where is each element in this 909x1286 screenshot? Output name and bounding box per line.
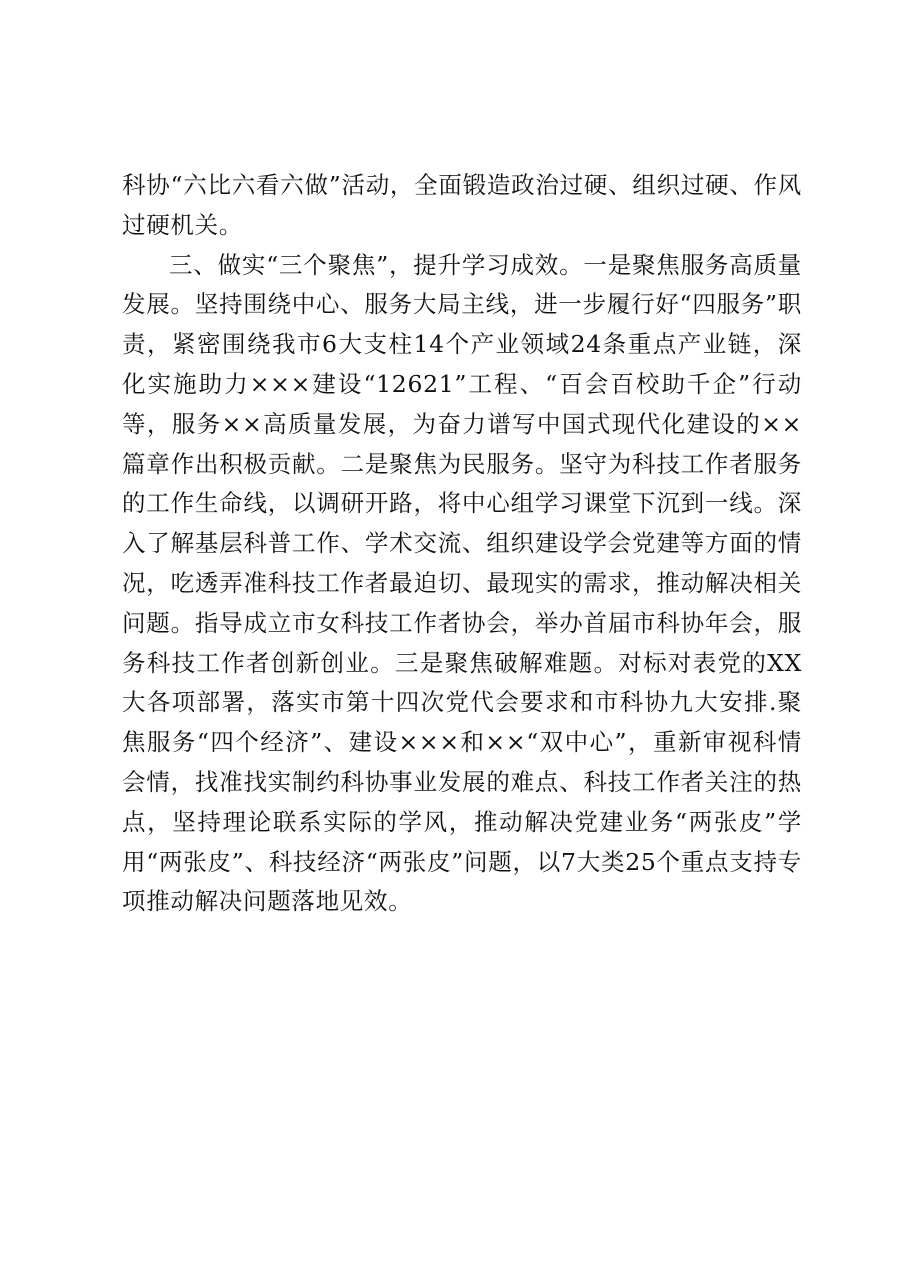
paragraph-continuation: 科协“六比六看六做”活动，全面锻造政治过硬、组织过硬、作风过硬机关。 bbox=[122, 171, 802, 239]
paragraph-section-three: 三、做实“三个聚焦”，提升学习成效。一是聚焦服务高质量发展。坚持围绕中心、服务大局主线，进一步履行好“四服务”职责，紧密围绕我市6大支柱14个产业领域24条重点产业链，深化实施助力×××建设“12621”工程、“百会百校助千企”行动等，服务××高质量发展，为奋力谱写中国式现代化建设的××篇章作出积极贡献。二是聚焦为民服务。坚守为科技工作者服务的工作生命线，以调研开路，将中心组学习课堂下沉到一线。深入了解基层科普工作、学术交流、组织建设学会党建等方面的情况，吃透弄准科技工作者最迫切、最现实的需求，推动解决相关问题。指导成立市女科技工作者协会，举办首届市科协年会，服务科技工作者创新创业。三是聚焦破解难题。对标对表党的XX大各项部署，落实市第十四次党代会要求和市科协九大安排.聚焦服务“四个经济”、建设×××和××“双中心”，重新审视科情会情，找准找实制约科协事业发展的难点、科技工作者关注的热点，坚持理论联系实际的学风，推动解决党建业务“两张皮”学用“两张皮”、科技经济“两张皮”问题，以7大类25个重点支持专项推动解决问题落地见效。 bbox=[122, 250, 802, 916]
document-body bbox=[122, 166, 802, 922]
